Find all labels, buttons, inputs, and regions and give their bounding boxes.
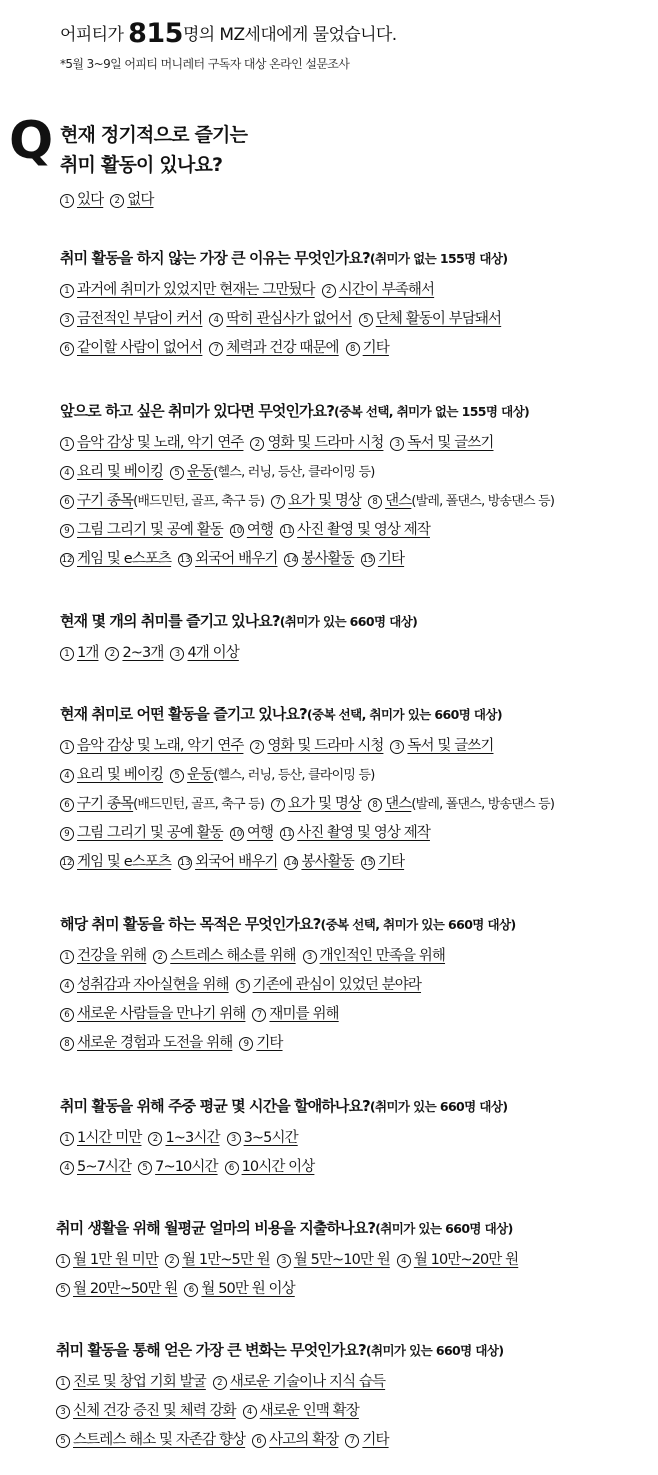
- option-note: (발레, 폴댄스, 방송댄스 등): [411, 797, 555, 812]
- option-number-badge: 6: [60, 1008, 74, 1022]
- q-mark: Q: [9, 111, 54, 171]
- answer-option[interactable]: [252, 1001, 338, 1027]
- option-label: 3~5시간: [243, 1130, 298, 1146]
- option-number-badge: 9: [60, 827, 74, 841]
- option-list: [60, 277, 655, 364]
- option-label: 봉사활동: [301, 551, 354, 567]
- answer-option[interactable]: [60, 972, 229, 998]
- option-label: 5~7시간: [77, 1159, 132, 1175]
- question-target: (중복 선택, 취미가 있는 660명 대상): [320, 917, 516, 932]
- option-number-badge: 12: [61, 858, 73, 868]
- answer-option[interactable]: [60, 849, 171, 875]
- option-label: 요리 및 베이킹: [77, 464, 164, 480]
- option-label: 운동: [187, 767, 214, 783]
- option-label: 7~10시간: [155, 1159, 218, 1175]
- option-number-badge: 1: [60, 950, 74, 964]
- option-label: 월 20만~50만 원: [73, 1281, 178, 1297]
- answer-option[interactable]: [60, 762, 163, 788]
- intro-prefix: 어피티가: [60, 25, 129, 45]
- option-number-badge: 3: [303, 950, 317, 964]
- main-question-options: [60, 187, 247, 216]
- option-number-badge: 4: [60, 1161, 74, 1175]
- question-target: (취미가 있는 660명 대상): [279, 614, 418, 629]
- option-label: 요리 및 베이킹: [77, 767, 164, 783]
- section-current-hobby: [60, 704, 655, 878]
- question-title: [60, 704, 655, 725]
- answer-option[interactable]: [277, 1247, 390, 1273]
- option-label: 게임 및 e스포츠: [77, 551, 172, 567]
- option-label: 신체 건강 증진 및 체력 강화: [73, 1403, 236, 1419]
- intro-suffix: 명의 MZ세대에게 물었습니다.: [182, 25, 397, 45]
- option-label: 1개: [77, 645, 99, 661]
- option-label: 사고의 확장: [269, 1432, 339, 1448]
- question-title: [60, 914, 655, 935]
- option-row: [60, 517, 655, 546]
- option-label: 사진 촬영 및 영상 제작: [297, 825, 430, 841]
- option-label: 건강을 위해: [77, 948, 147, 964]
- option-row: [60, 277, 655, 306]
- option-label: 월 1만 원 미만: [73, 1252, 158, 1268]
- option-number-badge: 9: [60, 524, 74, 538]
- option-label: 여행: [246, 522, 274, 538]
- option-row: [60, 459, 655, 488]
- option-number-badge: 13: [179, 555, 191, 565]
- main-question-title-line2: 취미 활동이 있나요?: [60, 154, 223, 176]
- question-target: (중복 선택, 취미가 없는 155명 대상): [334, 404, 530, 419]
- answer-option[interactable]: [60, 459, 163, 485]
- option-number-badge: 7: [252, 1008, 266, 1022]
- option-row: [60, 849, 655, 878]
- option-number-badge: 5: [236, 979, 250, 993]
- option-number-badge: 15: [362, 555, 374, 565]
- option-number-badge: 9: [239, 1037, 253, 1051]
- option-row: [60, 1125, 655, 1154]
- answer-option[interactable]: [178, 546, 277, 572]
- answer-option[interactable]: [60, 1154, 131, 1180]
- option-number-badge: 7: [271, 798, 285, 812]
- option-row: [56, 1427, 651, 1456]
- answer-option[interactable]: [236, 972, 421, 998]
- answer-option[interactable]: [60, 277, 315, 303]
- answer-option[interactable]: [345, 1427, 388, 1453]
- option-label: 독서 및 글쓰기: [407, 738, 494, 754]
- option-number-badge: 2: [105, 647, 119, 661]
- option-label: 음악 감상 및 노래, 악기 연주: [77, 738, 244, 754]
- survey-note: *5월 3~9일 어피티 머니레터 구독자 대상 온라인 설문조사: [60, 57, 350, 71]
- answer-option[interactable]: [56, 1247, 158, 1273]
- option-row: [60, 546, 655, 575]
- option-label: 같이할 사람이 없어서: [77, 340, 203, 356]
- option-number-badge: 1: [60, 1132, 74, 1146]
- option-label: 새로운 경험과 도전을 위해: [77, 1035, 233, 1051]
- option-list: [60, 1125, 655, 1183]
- option-label: 외국어 배우기: [195, 551, 278, 567]
- answer-option[interactable]: [252, 1427, 338, 1453]
- answer-option[interactable]: [346, 335, 389, 361]
- option-row: [60, 943, 655, 972]
- option-number-badge: 5: [56, 1434, 70, 1448]
- option-number-badge: 2: [250, 740, 264, 754]
- answer-option[interactable]: [322, 277, 434, 303]
- answer-option[interactable]: [243, 1398, 359, 1424]
- option-list: [60, 430, 655, 575]
- option-number-badge: 1: [60, 437, 74, 451]
- answer-option[interactable]: [60, 791, 264, 818]
- option-number-badge: 5: [170, 466, 184, 480]
- option-number-badge: 3: [56, 1405, 70, 1419]
- option-number-badge: 1: [60, 740, 74, 754]
- option-row: [60, 820, 655, 849]
- option-label: 기타: [362, 340, 389, 356]
- option-number-badge: 12: [61, 555, 73, 565]
- option-number-badge: 10: [231, 829, 243, 839]
- option-number-badge: 11: [281, 526, 293, 536]
- answer-option[interactable]: [271, 488, 361, 514]
- option-list: [56, 1247, 651, 1305]
- option-label: 체력과 건강 때문에: [226, 340, 339, 356]
- question-target: (취미가 있는 660명 대상): [369, 1099, 508, 1114]
- option-label: 있다: [77, 192, 104, 208]
- answer-option[interactable]: [60, 1001, 245, 1027]
- option-number-badge: 7: [345, 1434, 359, 1448]
- question-text: 취미 활동을 통해 얻은 가장 큰 변화는 무엇인가요?: [56, 1341, 366, 1359]
- option-number-badge: 2: [322, 284, 336, 298]
- option-number-badge: 4: [397, 1254, 411, 1268]
- section-hobby-count: [60, 611, 655, 669]
- option-label: 기타: [377, 551, 405, 567]
- option-number-badge: 4: [209, 313, 223, 327]
- option-number-badge: 6: [184, 1283, 198, 1297]
- option-label: 기타: [377, 854, 405, 870]
- question-title: [60, 248, 655, 269]
- option-number-badge: 3: [170, 647, 184, 661]
- option-row: [56, 1398, 651, 1427]
- answer-option[interactable]: [60, 733, 243, 759]
- answer-option[interactable]: [361, 546, 404, 572]
- answer-option[interactable]: [60, 1125, 141, 1151]
- option-label: 외국어 배우기: [195, 854, 278, 870]
- answer-option[interactable]: [153, 943, 295, 969]
- option-label: 월 1만~5만 원: [182, 1252, 270, 1268]
- option-note: (배드민턴, 골프, 축구 등): [133, 494, 265, 509]
- option-number-badge: 8: [368, 798, 382, 812]
- option-note: (헬스, 러닝, 등산, 클라이밍 등): [213, 465, 375, 480]
- answer-option[interactable]: [209, 335, 338, 361]
- option-label: 기존에 관심이 있었던 분야라: [252, 977, 422, 993]
- answer-option[interactable]: [56, 1398, 236, 1424]
- option-row: [56, 1247, 651, 1276]
- option-number-badge: 5: [56, 1283, 70, 1297]
- answer-option[interactable]: [184, 1276, 294, 1302]
- option-number-badge: 6: [60, 495, 74, 509]
- option-number-badge: 2: [250, 437, 264, 451]
- option-label: 운동: [187, 464, 214, 480]
- answer-option[interactable]: [284, 546, 353, 572]
- option-label: 게임 및 e스포츠: [77, 854, 172, 870]
- answer-option[interactable]: [138, 1154, 217, 1180]
- option-row: [60, 1154, 655, 1183]
- answer-option[interactable]: [178, 849, 277, 875]
- answer-option[interactable]: [390, 733, 493, 759]
- answer-option[interactable]: [60, 187, 103, 213]
- answer-option[interactable]: [227, 1125, 298, 1151]
- option-list: [60, 733, 655, 878]
- section-biggest-change: [56, 1340, 651, 1456]
- answer-option[interactable]: [209, 306, 351, 332]
- question-text: 앞으로 하고 싶은 취미가 있다면 무엇인가요?: [60, 402, 335, 420]
- question-target: (취미가 없는 155명 대상): [369, 251, 508, 266]
- option-number-badge: 1: [56, 1376, 70, 1390]
- question-text: 취미 생활을 위해 월평균 얼마의 비용을 지출하나요?: [56, 1219, 376, 1237]
- answer-option[interactable]: [165, 1247, 270, 1273]
- answer-option[interactable]: [280, 517, 430, 543]
- option-number-badge: 6: [60, 342, 74, 356]
- section-weekly-hours: [60, 1096, 655, 1183]
- option-label: 봉사활동: [301, 854, 354, 870]
- answer-option[interactable]: [110, 187, 153, 213]
- answer-option[interactable]: [60, 488, 264, 515]
- answer-option[interactable]: [60, 546, 171, 572]
- option-number-badge: 4: [243, 1405, 257, 1419]
- option-number-badge: 3: [390, 740, 404, 754]
- question-title: [60, 611, 655, 632]
- option-label: 4개 이상: [187, 645, 239, 661]
- option-label: 댄스: [385, 493, 412, 509]
- answer-option[interactable]: [368, 791, 554, 818]
- option-row: [60, 430, 655, 459]
- option-label: 진로 및 창업 기회 발굴: [73, 1374, 206, 1390]
- option-label: 요가 및 명상: [288, 493, 362, 509]
- option-number-badge: 2: [213, 1376, 227, 1390]
- option-row: [60, 640, 655, 669]
- option-label: 구기 종목: [77, 796, 134, 812]
- answer-option[interactable]: [397, 1247, 518, 1273]
- answer-option[interactable]: [60, 517, 223, 543]
- option-label: 사진 촬영 및 영상 제작: [297, 522, 430, 538]
- option-label: 기타: [256, 1035, 283, 1051]
- answer-option[interactable]: [239, 1030, 282, 1056]
- option-number-badge: 2: [153, 950, 167, 964]
- question-title: [60, 401, 655, 422]
- option-note: (발레, 폴댄스, 방송댄스 등): [411, 494, 555, 509]
- option-label: 새로운 사람들을 만나기 위해: [77, 1006, 246, 1022]
- option-number-badge: 8: [368, 495, 382, 509]
- answer-option[interactable]: [56, 1369, 206, 1395]
- answer-option[interactable]: [60, 640, 98, 666]
- answer-option[interactable]: [56, 1427, 245, 1453]
- option-number-badge: 6: [252, 1434, 266, 1448]
- option-label: 독서 및 글쓰기: [407, 435, 494, 451]
- option-note: (배드민턴, 골프, 축구 등): [133, 797, 265, 812]
- option-label: 그림 그리기 및 공예 활동: [77, 522, 223, 538]
- option-label: 단체 활동이 부담돼서: [375, 311, 502, 327]
- option-number-badge: 4: [60, 769, 74, 783]
- option-label: 여행: [246, 825, 274, 841]
- option-label: 1시간 미만: [77, 1130, 142, 1146]
- option-label: 금전적인 부담이 커서: [77, 311, 203, 327]
- answer-option[interactable]: [271, 791, 361, 817]
- answer-option[interactable]: [170, 459, 374, 486]
- option-label: 성취감과 자아실현을 위해: [77, 977, 229, 993]
- answer-option[interactable]: [390, 430, 493, 456]
- option-number-badge: 2: [110, 194, 124, 208]
- section-no-hobby-reason: [60, 248, 655, 364]
- option-row: [60, 972, 655, 1001]
- option-number-badge: 7: [271, 495, 285, 509]
- option-number-badge: 7: [209, 342, 223, 356]
- option-label: 월 10만~20만 원: [413, 1252, 519, 1268]
- answer-option[interactable]: [170, 640, 238, 666]
- option-number-badge: 15: [362, 858, 374, 868]
- intro-headline: [60, 18, 397, 49]
- question-title: [60, 1096, 655, 1117]
- option-number-badge: 1: [56, 1254, 70, 1268]
- option-label: 음악 감상 및 노래, 악기 연주: [77, 435, 244, 451]
- option-number-badge: 3: [277, 1254, 291, 1268]
- answer-option[interactable]: [60, 335, 202, 361]
- option-label: 영화 및 드라마 시청: [267, 435, 384, 451]
- option-label: 구기 종목: [77, 493, 134, 509]
- question-target: (취미가 있는 660명 대상): [375, 1221, 513, 1236]
- answer-option[interactable]: [56, 1276, 177, 1302]
- answer-option[interactable]: [60, 1030, 232, 1056]
- option-number-badge: 8: [60, 1037, 74, 1051]
- question-text: 취미 활동을 위해 주중 평균 몇 시간을 할애하나요?: [60, 1097, 370, 1115]
- option-number-badge: 6: [60, 798, 74, 812]
- option-label: 시간이 부족해서: [338, 282, 435, 298]
- option-label: 개인적인 만족을 위해: [319, 948, 446, 964]
- option-label: 10시간 이상: [241, 1159, 315, 1175]
- question-target: (취미가 있는 660명 대상): [365, 1343, 504, 1358]
- option-number-badge: 5: [138, 1161, 152, 1175]
- option-number-badge: 6: [225, 1161, 239, 1175]
- answer-option[interactable]: [368, 488, 554, 515]
- option-label: 새로운 기술이나 지식 습득: [229, 1374, 386, 1390]
- option-row: [60, 762, 655, 791]
- option-number-badge: 1: [60, 647, 74, 661]
- main-question-title: [60, 120, 247, 180]
- option-number-badge: 3: [227, 1132, 241, 1146]
- option-number-badge: 14: [286, 555, 297, 565]
- option-number-badge: 8: [346, 342, 360, 356]
- option-number-badge: 4: [60, 466, 74, 480]
- option-row: [60, 1001, 655, 1030]
- answer-option[interactable]: [280, 820, 430, 846]
- option-row: [60, 733, 655, 762]
- section-monthly-cost: [56, 1218, 651, 1305]
- option-row: [60, 1030, 655, 1059]
- option-label: 딱히 관심사가 없어서: [226, 311, 352, 327]
- option-number-badge: 3: [60, 313, 74, 327]
- option-row: [60, 488, 655, 517]
- option-row: [56, 1276, 651, 1305]
- answer-option[interactable]: [250, 430, 383, 456]
- option-label: 없다: [127, 192, 154, 208]
- option-row: [60, 306, 655, 335]
- option-label: 월 50만 원 이상: [201, 1281, 295, 1297]
- option-number-badge: 5: [359, 313, 373, 327]
- answer-option[interactable]: [359, 306, 501, 332]
- option-label: 월 5만~10만 원: [293, 1252, 390, 1268]
- option-label: 스트레스 해소를 위해: [170, 948, 296, 964]
- option-number-badge: 3: [390, 437, 404, 451]
- option-number-badge: 1: [60, 194, 74, 208]
- answer-option[interactable]: [170, 762, 374, 789]
- option-number-badge: 2: [148, 1132, 162, 1146]
- intro: [60, 18, 397, 72]
- option-list: [60, 943, 655, 1059]
- question-target: (중복 선택, 취미가 있는 660명 대상): [306, 707, 502, 722]
- option-list: [60, 640, 655, 669]
- option-label: 과거에 취미가 있었지만 현재는 그만뒀다: [77, 282, 315, 298]
- answer-option[interactable]: [148, 1125, 219, 1151]
- answer-option[interactable]: [60, 820, 223, 846]
- option-number-badge: 1: [60, 284, 74, 298]
- option-label: 1~3시간: [165, 1130, 220, 1146]
- answer-option[interactable]: [213, 1369, 385, 1395]
- option-label: 스트레스 해소 및 자존감 향상: [73, 1432, 246, 1448]
- answer-option[interactable]: [60, 430, 243, 456]
- main-question: [60, 120, 247, 216]
- section-wanted-hobby: [60, 401, 655, 575]
- option-row: [60, 335, 655, 364]
- answer-option[interactable]: [230, 820, 273, 846]
- option-number-badge: 13: [179, 858, 191, 868]
- answer-option[interactable]: [60, 306, 202, 332]
- section-hobby-purpose: [60, 914, 655, 1059]
- option-label: 요가 및 명상: [288, 796, 362, 812]
- answer-option[interactable]: [225, 1154, 315, 1180]
- answer-option[interactable]: [60, 943, 146, 969]
- answer-option[interactable]: [250, 733, 383, 759]
- question-title: [56, 1340, 651, 1361]
- main-question-title-line1: 현재 정기적으로 즐기는: [60, 124, 248, 146]
- answer-option[interactable]: [105, 640, 163, 666]
- option-note: (헬스, 러닝, 등산, 클라이밍 등): [213, 768, 375, 783]
- option-number-badge: 14: [286, 858, 297, 868]
- option-label: 재미를 위해: [269, 1006, 339, 1022]
- option-number-badge: 4: [60, 979, 74, 993]
- option-number-badge: 11: [281, 829, 293, 839]
- question-text: 취미 활동을 하지 않는 가장 큰 이유는 무엇인가요?: [60, 249, 370, 267]
- option-label: 영화 및 드라마 시청: [267, 738, 384, 754]
- option-label: 댄스: [385, 796, 412, 812]
- answer-option[interactable]: [303, 943, 445, 969]
- answer-option[interactable]: [284, 849, 353, 875]
- answer-option[interactable]: [230, 517, 273, 543]
- option-row: [60, 791, 655, 820]
- question-text: 현재 몇 개의 취미를 즐기고 있나요?: [60, 612, 280, 630]
- question-text: 해당 취미 활동을 하는 목적은 무엇인가요?: [60, 915, 321, 933]
- respondent-count: 815: [128, 18, 183, 49]
- option-number-badge: 5: [170, 769, 184, 783]
- question-title: [56, 1218, 651, 1239]
- option-label: 그림 그리기 및 공예 활동: [77, 825, 223, 841]
- question-text: 현재 취미로 어떤 활동을 즐기고 있나요?: [60, 705, 307, 723]
- option-list: [56, 1369, 651, 1456]
- option-number-badge: 2: [165, 1254, 179, 1268]
- option-label: 2~3개: [122, 645, 164, 661]
- answer-option[interactable]: [361, 849, 404, 875]
- option-label: 새로운 인맥 확장: [259, 1403, 359, 1419]
- option-number-badge: 10: [231, 526, 243, 536]
- option-label: 기타: [362, 1432, 389, 1448]
- option-row: [56, 1369, 651, 1398]
